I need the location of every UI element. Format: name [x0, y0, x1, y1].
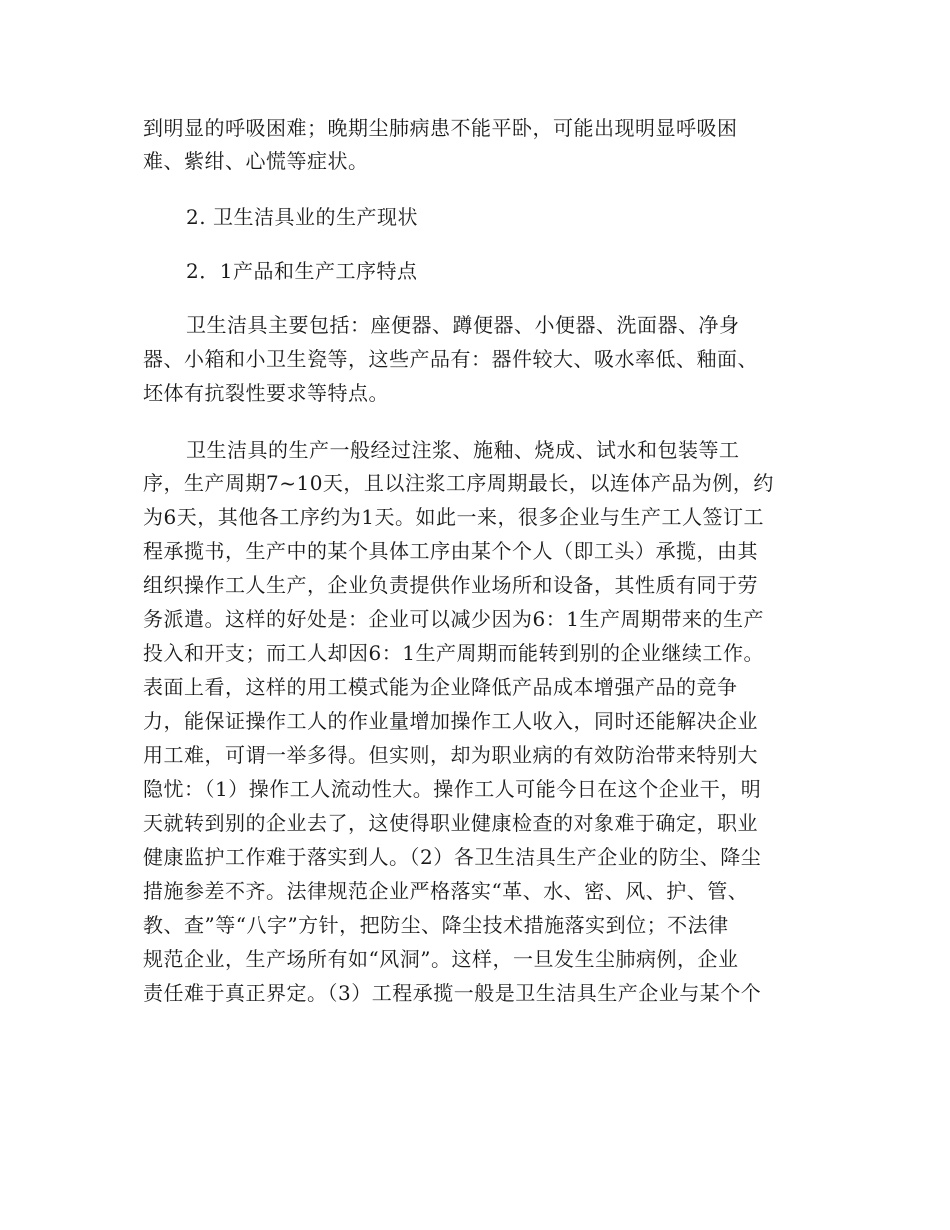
section-heading: 2. 卫生洁具业的生产现状 — [186, 205, 418, 229]
text-line: 责任难于真正界定。（3）工程承揽一般是卫生洁具生产企业与某个个 — [143, 981, 762, 1005]
text-line: 卫生洁具主要包括：座便器、蹲便器、小便器、洗面器、净身 — [186, 313, 740, 337]
text-line: 为6天，其他各工序约为1天。如此一来，很多企业与生产工人签订工 — [143, 505, 764, 529]
text-line: 措施参差不齐。法律规范企业严格落实“革、水、密、风、护、管、 — [143, 879, 749, 903]
text-line: 难、紫绀、心慌等症状。 — [143, 149, 369, 173]
text-line: 务派遣。这样的好处是：企业可以减少因为6：1生产周期带来的生产 — [143, 607, 764, 631]
text-line: 天就转到别的企业去了，这使得职业健康检查的对象难于确定，职业 — [143, 811, 758, 835]
text-line: 坯体有抗裂性要求等特点。 — [143, 381, 389, 405]
text-line: 投入和开支；而工人却因6：1生产周期而能转到别的企业继续工作。 — [143, 641, 764, 665]
text-line: 程承揽书，生产中的某个具体工序由某个个人（即工头）承揽，由其 — [143, 539, 758, 563]
text-line: 表面上看，这样的用工模式能为企业降低产品成本增强产品的竞争 — [143, 675, 738, 699]
text-line: 隐忧：（1）操作工人流动性大。操作工人可能今日在这个企业干，明 — [143, 777, 762, 801]
text-line: 教、查”等“八字”方针，把防尘、降尘技术措施落实到位；不法律 — [143, 913, 729, 937]
text-line: 序，生产周期7~10天，且以注浆工序周期最长，以连体产品为例，约 — [143, 471, 774, 495]
text-line: 器、小箱和小卫生瓷等，这些产品有：器件较大、吸水率低、釉面、 — [143, 347, 758, 371]
text-line: 到明显的呼吸困难；晚期尘肺病患不能平卧，可能出现明显呼吸困 — [143, 116, 738, 140]
text-line: 健康监护工作难于落实到人。（2）各卫生洁具生产企业的防尘、降尘 — [143, 845, 762, 869]
text-line: 力，能保证操作工人的作业量增加操作工人收入，同时还能解决企业 — [143, 709, 758, 733]
text-line: 规范企业，生产场所有如“风洞”。这样，一旦发生尘肺病例，企业 — [143, 947, 739, 971]
text-line: 卫生洁具的生产一般经过注浆、施釉、烧成、试水和包装等工 — [186, 438, 740, 462]
text-line: 用工难，可谓一举多得。但实则，却为职业病的有效防治带来特别大 — [143, 743, 758, 767]
subsection-heading: 2．1产品和生产工序特点 — [186, 259, 418, 283]
text-line: 组织操作工人生产，企业负责提供作业场所和设备，其性质有同于劳 — [143, 573, 758, 597]
